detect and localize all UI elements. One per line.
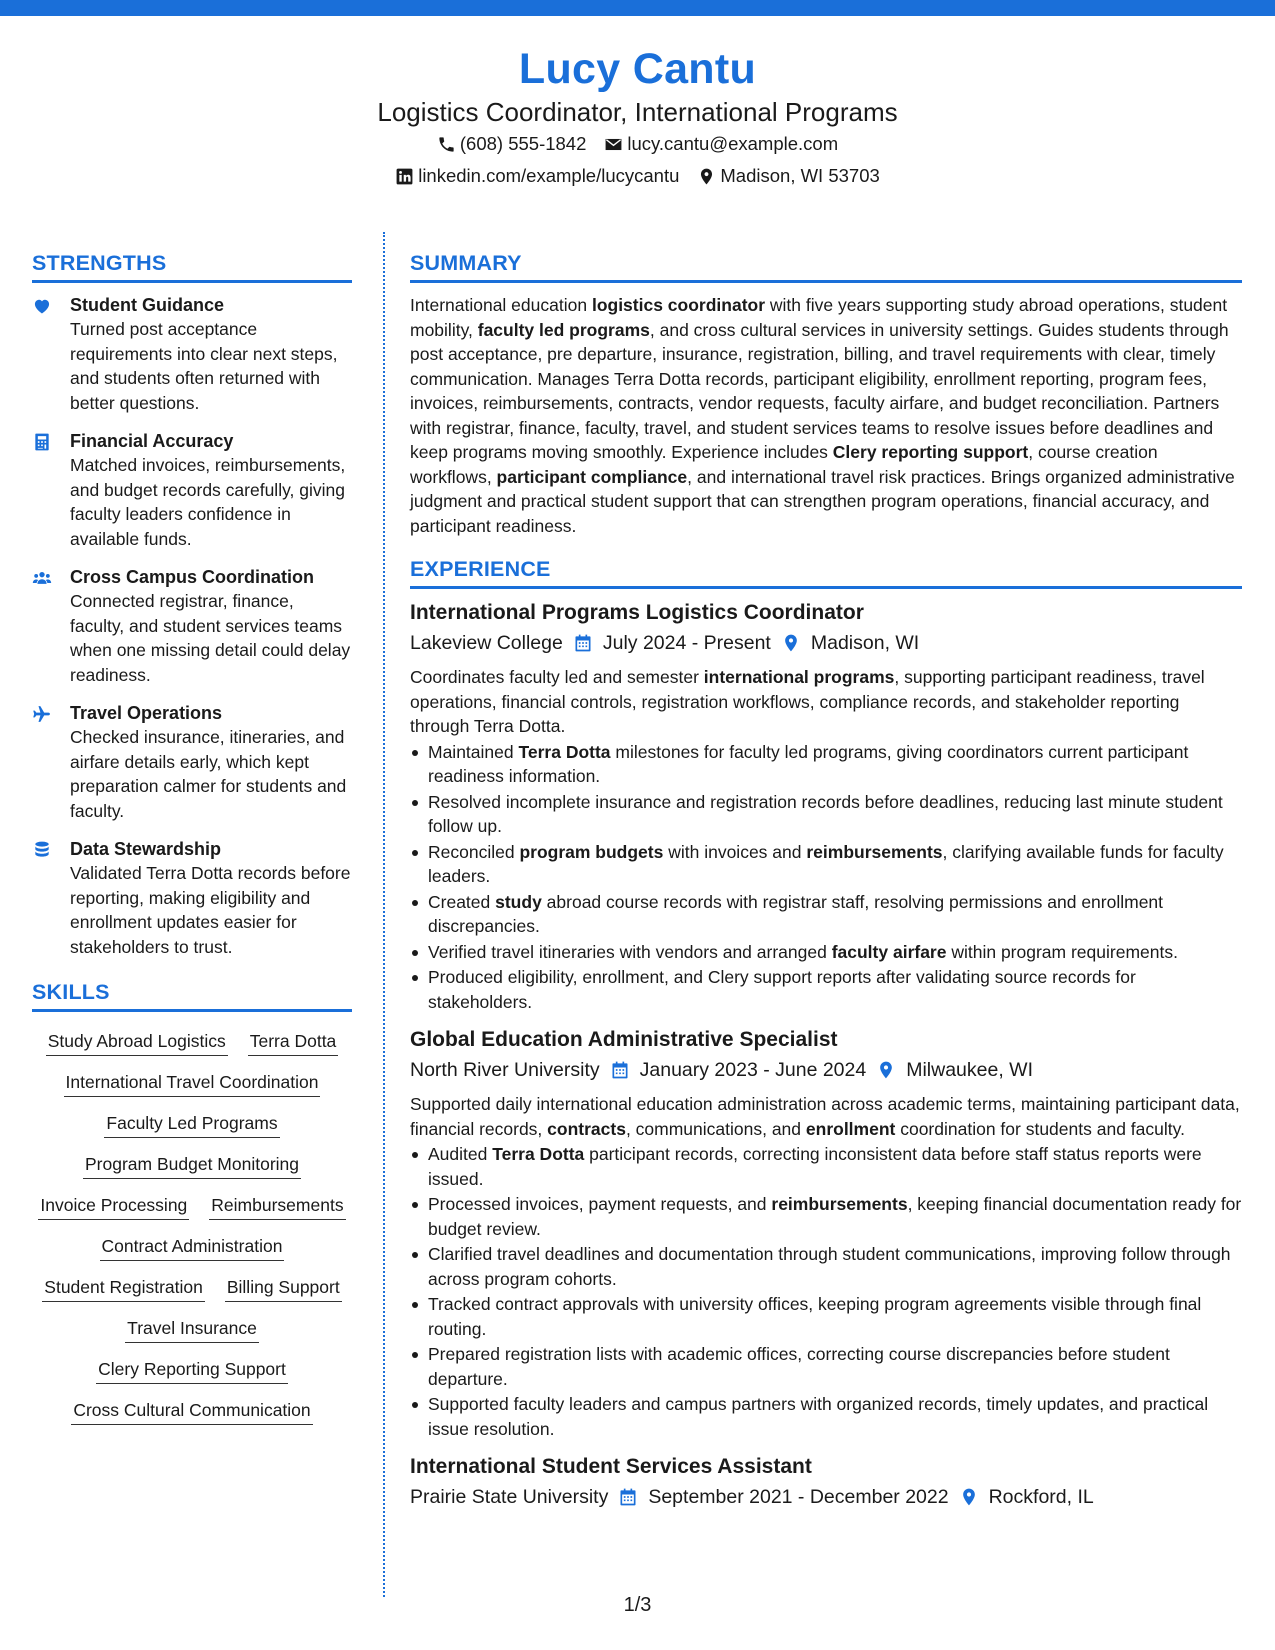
bullet-item	[410, 840, 1242, 889]
job-description	[410, 665, 1242, 739]
strength-title: Student Guidance	[70, 295, 225, 315]
text-run: , and cross cultural services in university settings. Guides students through post acceptance, pre departure, insurance, registration, billing, and travel requirements with clear, timely communication. Manages Terra Dotta records, participant eligibility, enrollment reporting, program fees, invoices, reimbursements, contracts, vendor requests, faculty airfare, and budget reconciliation. Partners with registrar, finance, faculty, travel, and student services teams to resolve issues before deadlines and keep programs moving smoothly. Experience includes	[410, 319, 1229, 462]
text-run: Tracked contract approvals with university offices, keeping program agreements visible through final routing.	[428, 1294, 1202, 1339]
bold-phrase: reimbursements	[771, 1194, 908, 1214]
job-bullets	[410, 740, 1242, 1015]
bold-phrase: contracts	[547, 1118, 626, 1139]
bold-phrase: Clery reporting support	[832, 442, 1029, 462]
text-run: Created	[428, 891, 496, 912]
location-text: Madison, WI 53703	[720, 165, 880, 186]
map-pin-icon	[876, 1060, 896, 1080]
text-run: Prepared registration lists with academic offices, correcting course discrepancies before student departure.	[428, 1344, 1170, 1389]
bullet-item	[410, 740, 1242, 789]
calendar-icon	[573, 633, 593, 653]
job-meta	[410, 1481, 1242, 1513]
bullet-item	[410, 1342, 1242, 1391]
skill-tag: Program Budget Monitoring	[83, 1151, 301, 1179]
bold-phrase: faculty airfare	[831, 941, 947, 962]
calendar-icon	[618, 1487, 638, 1507]
bold-phrase: logistics coordinator	[591, 295, 766, 315]
job-entry	[410, 1026, 1242, 1441]
location-item	[697, 160, 879, 192]
strength-desc: Connected registrar, finance, faculty, and student services teams when one missing detail could delay readiness.	[70, 591, 351, 685]
strength-item	[32, 565, 352, 687]
text-run: Supported faculty leaders and campus partners with organized records, timely updates, and practical issue resolution.	[428, 1394, 1209, 1439]
job-org: North River University	[410, 1059, 600, 1081]
skill-tag: Student Registration	[42, 1274, 205, 1302]
text-run: within program requirements.	[946, 941, 1178, 962]
bold-phrase: international programs	[703, 667, 895, 687]
linkedin-item[interactable]	[395, 160, 679, 192]
strength-title: Financial Accuracy	[70, 431, 234, 451]
job-entry	[410, 599, 1242, 1014]
skill-tag: Terra Dotta	[248, 1028, 339, 1056]
strength-desc: Turned post acceptance requirements into clear next steps, and students often returned with better questions.	[70, 319, 338, 413]
job-dates-item	[610, 1054, 867, 1086]
job-entry	[410, 1453, 1242, 1513]
bold-phrase: reimbursements	[806, 841, 943, 862]
strength-desc: Matched invoices, reimbursements, and budget records carefully, giving faculty leaders confidence in available funds.	[70, 455, 346, 549]
bold-phrase: program budgets	[519, 841, 664, 862]
job-meta	[410, 1054, 1242, 1086]
text-run: , and international travel risk practices. Brings organized administrative judgment and practical student support that can strengthen program operations, financial accuracy, and participant readiness.	[410, 466, 1235, 536]
strength-desc: Checked insurance, itineraries, and airfare details early, which kept preparation calmer for students and faculty.	[70, 727, 347, 821]
skill-tag: Travel Insurance	[125, 1315, 259, 1343]
top-accent-bar	[0, 0, 1275, 16]
bullet-item	[410, 940, 1242, 965]
job-dates-item	[618, 1481, 948, 1513]
bullet-item	[410, 890, 1242, 939]
text-run: International education	[410, 295, 592, 315]
left-column	[32, 248, 352, 1425]
bullet-item	[410, 1392, 1242, 1441]
text-run: with invoices and	[663, 841, 807, 862]
phone-item	[437, 128, 587, 160]
job-dates: January 2023 - June 2024	[639, 1059, 867, 1081]
skill-tag: Study Abroad Logistics	[46, 1028, 228, 1056]
bullet-item	[410, 1142, 1242, 1191]
skill-tag: Clery Reporting Support	[96, 1356, 288, 1384]
experience-heading: EXPERIENCE	[410, 554, 1242, 589]
envelope-icon	[604, 135, 623, 154]
strength-title: Cross Campus Coordination	[70, 567, 315, 587]
job-org: Lakeview College	[410, 632, 563, 654]
skill-tag: Billing Support	[225, 1274, 342, 1302]
text-run: Audited	[428, 1144, 493, 1164]
text-run: Maintained	[428, 741, 519, 762]
bullet-item	[410, 1242, 1242, 1291]
job-org: Prairie State University	[410, 1486, 609, 1508]
contact-row-1	[0, 128, 1275, 160]
job-dates: September 2021 - December 2022	[648, 1486, 949, 1508]
job-dates: July 2024 - Present	[602, 632, 771, 654]
map-pin-icon	[781, 633, 801, 653]
job-location: Milwaukee, WI	[906, 1059, 1033, 1081]
job-bullets	[410, 1142, 1242, 1441]
summary-heading: SUMMARY	[410, 248, 1242, 283]
text-run: , course creation workflows,	[410, 442, 1158, 487]
strengths-heading: STRENGTHS	[32, 248, 352, 283]
job-title: International Student Services Assistant	[410, 1455, 812, 1478]
job-description	[410, 1092, 1242, 1141]
text-run: Supported daily international education administration across academic terms, maintaining participant data, financial records,	[410, 1094, 1240, 1139]
bold-phrase: participant compliance	[496, 466, 688, 487]
strength-title: Data Stewardship	[70, 839, 222, 859]
job-dates-item	[573, 627, 771, 659]
text-run: , keeping financial documentation ready for budget review.	[428, 1194, 1242, 1239]
job-meta	[410, 627, 1242, 659]
text-run: Produced eligibility, enrollment, and Clery support reports after validating source records for stakeholders.	[428, 967, 1136, 1012]
job-title: International Programs Logistics Coordinator	[410, 601, 864, 624]
text-run: Clarified travel deadlines and documentation through student communications, improving follow through across program cohorts.	[428, 1244, 1231, 1289]
resume-header	[0, 42, 1275, 192]
linkedin-text[interactable]: linkedin.com/example/lucycantu	[418, 165, 680, 186]
text-run: Reconciled	[428, 841, 520, 862]
bullet-item	[410, 1292, 1242, 1341]
bold-phrase: faculty led programs	[477, 319, 650, 340]
bold-phrase: Terra Dotta	[492, 1144, 585, 1164]
phone-icon	[437, 135, 456, 154]
text-run: Verified travel itineraries with vendors and arranged	[428, 941, 832, 962]
strength-desc: Validated Terra Dotta records before reporting, making eligibility and enrollment updates easier for stakeholders to trust.	[70, 863, 351, 957]
text-run: Resolved incomplete insurance and registration records before deadlines, reducing last minute student follow up.	[428, 791, 1223, 836]
calendar-icon	[610, 1060, 630, 1080]
skill-tag: Contract Administration	[100, 1233, 285, 1261]
skill-tag: Invoice Processing	[38, 1192, 189, 1220]
strength-title: Travel Operations	[70, 703, 223, 723]
text-run: Processed invoices, payment requests, and	[428, 1194, 772, 1214]
bold-phrase: Terra Dotta	[518, 741, 611, 762]
heart-icon	[32, 296, 52, 316]
job-location: Madison, WI	[810, 632, 920, 654]
job-location: Rockford, IL	[988, 1486, 1094, 1508]
contact-row-2	[0, 160, 1275, 192]
job-location-item	[876, 1054, 1033, 1086]
skill-tag: Faculty Led Programs	[104, 1110, 279, 1138]
page-indicator: 1/3	[623, 1594, 652, 1616]
strength-item	[32, 429, 352, 551]
strength-item	[32, 293, 352, 415]
text-run: participant records, correcting inconsistent data before staff status reports were issued.	[428, 1144, 1202, 1189]
text-run: , communications, and	[625, 1118, 806, 1139]
skill-tag: Cross Cultural Communication	[71, 1397, 312, 1425]
bullet-item	[410, 790, 1242, 839]
skill-tag: International Travel Coordination	[64, 1069, 321, 1097]
job-location-item	[959, 1481, 1094, 1513]
bold-phrase: study	[495, 891, 542, 912]
job-title: Global Education Administrative Specialist	[410, 1028, 838, 1051]
email-text[interactable]: lucy.cantu@example.com	[627, 133, 839, 154]
linkedin-icon	[395, 167, 414, 186]
bold-phrase: enrollment	[805, 1118, 896, 1139]
calculator-icon	[32, 432, 52, 452]
job-location-item	[781, 627, 919, 659]
column-divider	[383, 232, 385, 1597]
text-run: , supporting participant readiness, travel operations, financial controls, registration workflows, compliance records, and stakeholder reporting through Terra Dotta.	[410, 667, 1205, 736]
skills-list	[32, 1022, 352, 1425]
candidate-name: Lucy Cantu	[518, 45, 757, 93]
bullet-item	[410, 965, 1242, 1014]
database-icon	[32, 840, 52, 860]
phone-text: (608) 555-1842	[459, 133, 587, 154]
skills-heading: SKILLS	[32, 977, 352, 1012]
summary-paragraph	[410, 293, 1242, 538]
text-run: with five years supporting study abroad operations, student mobility,	[410, 295, 1228, 340]
bullet-item	[410, 1192, 1242, 1241]
strength-item	[32, 837, 352, 959]
text-run: abroad course records with registrar staff, resolving permissions and enrollment discrepancies.	[428, 891, 1164, 936]
map-pin-icon	[697, 167, 716, 186]
plane-icon	[32, 704, 52, 724]
text-run: milestones for faculty led programs, giving coordinators current participant readiness information.	[428, 741, 1189, 786]
text-run: coordination for students and faculty.	[895, 1118, 1185, 1139]
text-run: , clarifying available funds for faculty leaders.	[428, 841, 1224, 886]
map-pin-icon	[959, 1487, 979, 1507]
experience-list	[410, 599, 1242, 1513]
candidate-headline: Logistics Coordinator, International Programs	[377, 97, 898, 127]
users-icon	[32, 568, 52, 588]
email-item[interactable]	[604, 128, 838, 160]
strengths-list	[32, 293, 352, 959]
skill-tag: Reimbursements	[209, 1192, 345, 1220]
text-run: Coordinates faculty led and semester	[410, 667, 704, 687]
strength-item	[32, 701, 352, 823]
right-column	[410, 248, 1242, 1519]
